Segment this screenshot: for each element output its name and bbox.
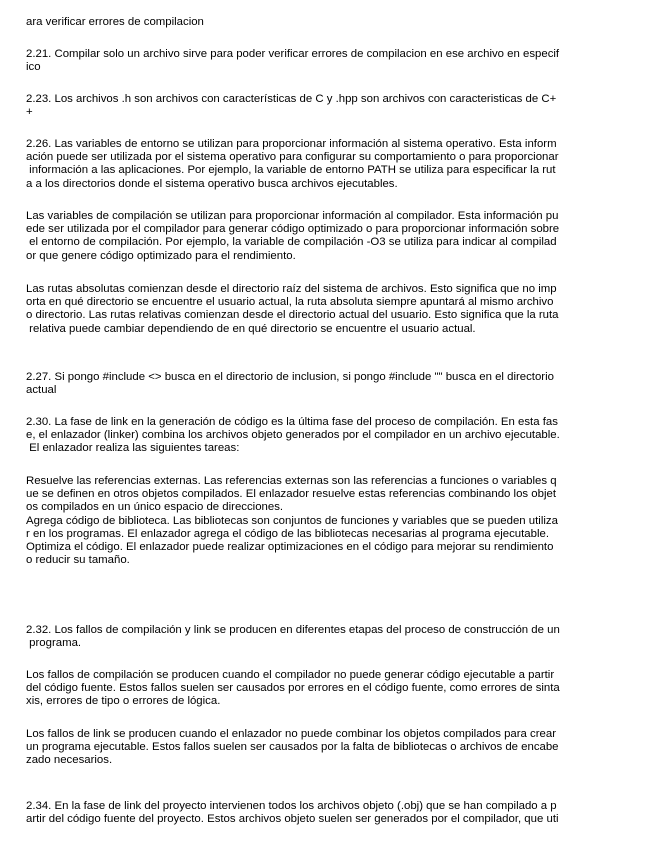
paragraph-compilation-vars xyxy=(26,210,632,263)
text-line: ue se definen en otros objetos compilados. El enlazador resuelve estas referencias combinando los objet xyxy=(26,488,556,501)
text-line: 2.32. Los fallos de compilación y link se producen en diferentes etapas del proceso de construcción de un xyxy=(26,624,560,636)
text-line: un programa ejecutable. Estos fallos suelen ser causados por la falta de bibliotecas o archivos de encabe xyxy=(26,741,559,754)
text-line: Agrega código de biblioteca. Las bibliotecas son conjuntos de funciones y variables que se pueden utiliza xyxy=(26,514,558,527)
text-line: del código fuente. Estos fallos suelen ser causados por errores en el código fuente, como errores de sinta xyxy=(26,682,560,695)
text-line: 2.34. En la fase de link del proyecto intervienen todos los archivos objeto (.obj) que se han compilado a p xyxy=(26,800,557,812)
text-line: Las rutas absolutas comienzan desde el directorio raíz del sistema de archivos. Esto significa que no imp xyxy=(26,283,557,295)
text-line: 2.26. Las variables de entorno se utilizan para proporcionar información al sistema operativo. Esta inform xyxy=(26,138,557,150)
text-line: ico xyxy=(26,61,41,74)
paragraph-2-30 xyxy=(26,416,632,456)
text-line: información a las aplicaciones. Por ejemplo, la variable de entorno PATH se utiliza para especificar la rut xyxy=(26,164,556,177)
text-line: El enlazador realiza las siguientes tareas: xyxy=(26,442,240,455)
text-line: Las variables de compilación se utilizan para proporcionar información al compilador. Esta información pu xyxy=(26,210,559,222)
text-line: zado necesarios. xyxy=(26,754,113,767)
text-line: o directorio. Las rutas relativas comienzan desde el directorio actual del usuario. Esto significa que la ruta xyxy=(26,309,559,322)
paragraph-compilation-failures xyxy=(26,669,632,709)
text-line: Los fallos de compilación se producen cuando el compilador no puede generar código ejecutable a partir xyxy=(26,669,555,681)
text-line: e, el enlazador (linker) combina los archivos objeto generados por el compilador en un archivo ejecutable. xyxy=(26,429,560,442)
text-line: orta en qué directorio se encuentre el usuario actual, la ruta absoluta siempre apuntará al mismo archivo xyxy=(26,296,554,309)
paragraph-linker-tasks xyxy=(26,475,632,567)
text-line: os compilados en un único espacio de direcciones. xyxy=(26,501,284,514)
text-line: 2.21. Compilar solo un archivo sirve para poder verificar errores de compilacion en ese archivo en especif xyxy=(26,48,560,60)
text-line: 2.23. Los archivos .h son archivos con características de C y .hpp son archivos con caracteristicas de C+ xyxy=(26,93,557,105)
paragraph-2-34 xyxy=(26,800,632,826)
text-line: Optimiza el código. El enlazador puede realizar optimizaciones en el código para mejorar su rendimiento xyxy=(26,541,554,554)
text-line: 2.30. La fase de link en la generación de código es la última fase del proceso de compilación. En esta fas xyxy=(26,416,558,428)
text-line: Resuelve las referencias externas. Las referencias externas son las referencias a funciones o variables q xyxy=(26,475,557,487)
text-line: ación puede ser utilizada por el sistema operativo para configurar su comportamiento o para proporcionar xyxy=(26,151,559,164)
text-line: a a los directorios donde el sistema operativo busca archivos ejecutables. xyxy=(26,177,398,190)
paragraph-link-failures xyxy=(26,728,632,768)
paragraph-2-23 xyxy=(26,93,632,119)
text-line: Los fallos de link se producen cuando el enlazador no puede combinar los objetos compilados para crear xyxy=(26,728,556,740)
paragraph-absolute-paths xyxy=(26,283,632,336)
text-line: 2.27. Si pongo #include <> busca en el directorio de inclusion, si pongo #include "" busca en el directorio xyxy=(26,371,554,383)
text-line: r en los programas. El enlazador agrega el código de las bibliotecas necesarias al programa ejecutable. xyxy=(26,527,550,540)
text-line: or que genere código optimizado para el rendimiento. xyxy=(26,249,296,262)
paragraph-2-32 xyxy=(26,624,632,650)
text-line: el entorno de compilación. Por ejemplo, la variable de compilación -O3 se utiliza para indicar al compilad xyxy=(26,236,557,249)
paragraph-2-21 xyxy=(26,48,632,74)
paragraph-intro xyxy=(26,16,632,29)
text-line: xis, errores de tipo o errores de lógica. xyxy=(26,695,221,708)
text-line: programa. xyxy=(26,637,82,650)
text-line: + xyxy=(26,106,33,119)
text-line: relativa puede cambiar dependiendo de en qué directorio se encuentre el usuario actual. xyxy=(26,322,476,335)
text-line: artir del código fuente del proyecto. Estos archivos objeto suelen ser generados por el compilador, que uti xyxy=(26,813,559,826)
text-line: ede ser utilizada por el compilador para generar código optimizado o para proporcionar información sobre xyxy=(26,223,560,236)
text-line: o reducir su tamaño. xyxy=(26,554,130,567)
paragraph-2-27 xyxy=(26,371,632,397)
text-line: ara verificar errores de compilacion xyxy=(26,16,204,28)
text-line: actual xyxy=(26,384,57,397)
paragraph-2-26 xyxy=(26,138,632,191)
